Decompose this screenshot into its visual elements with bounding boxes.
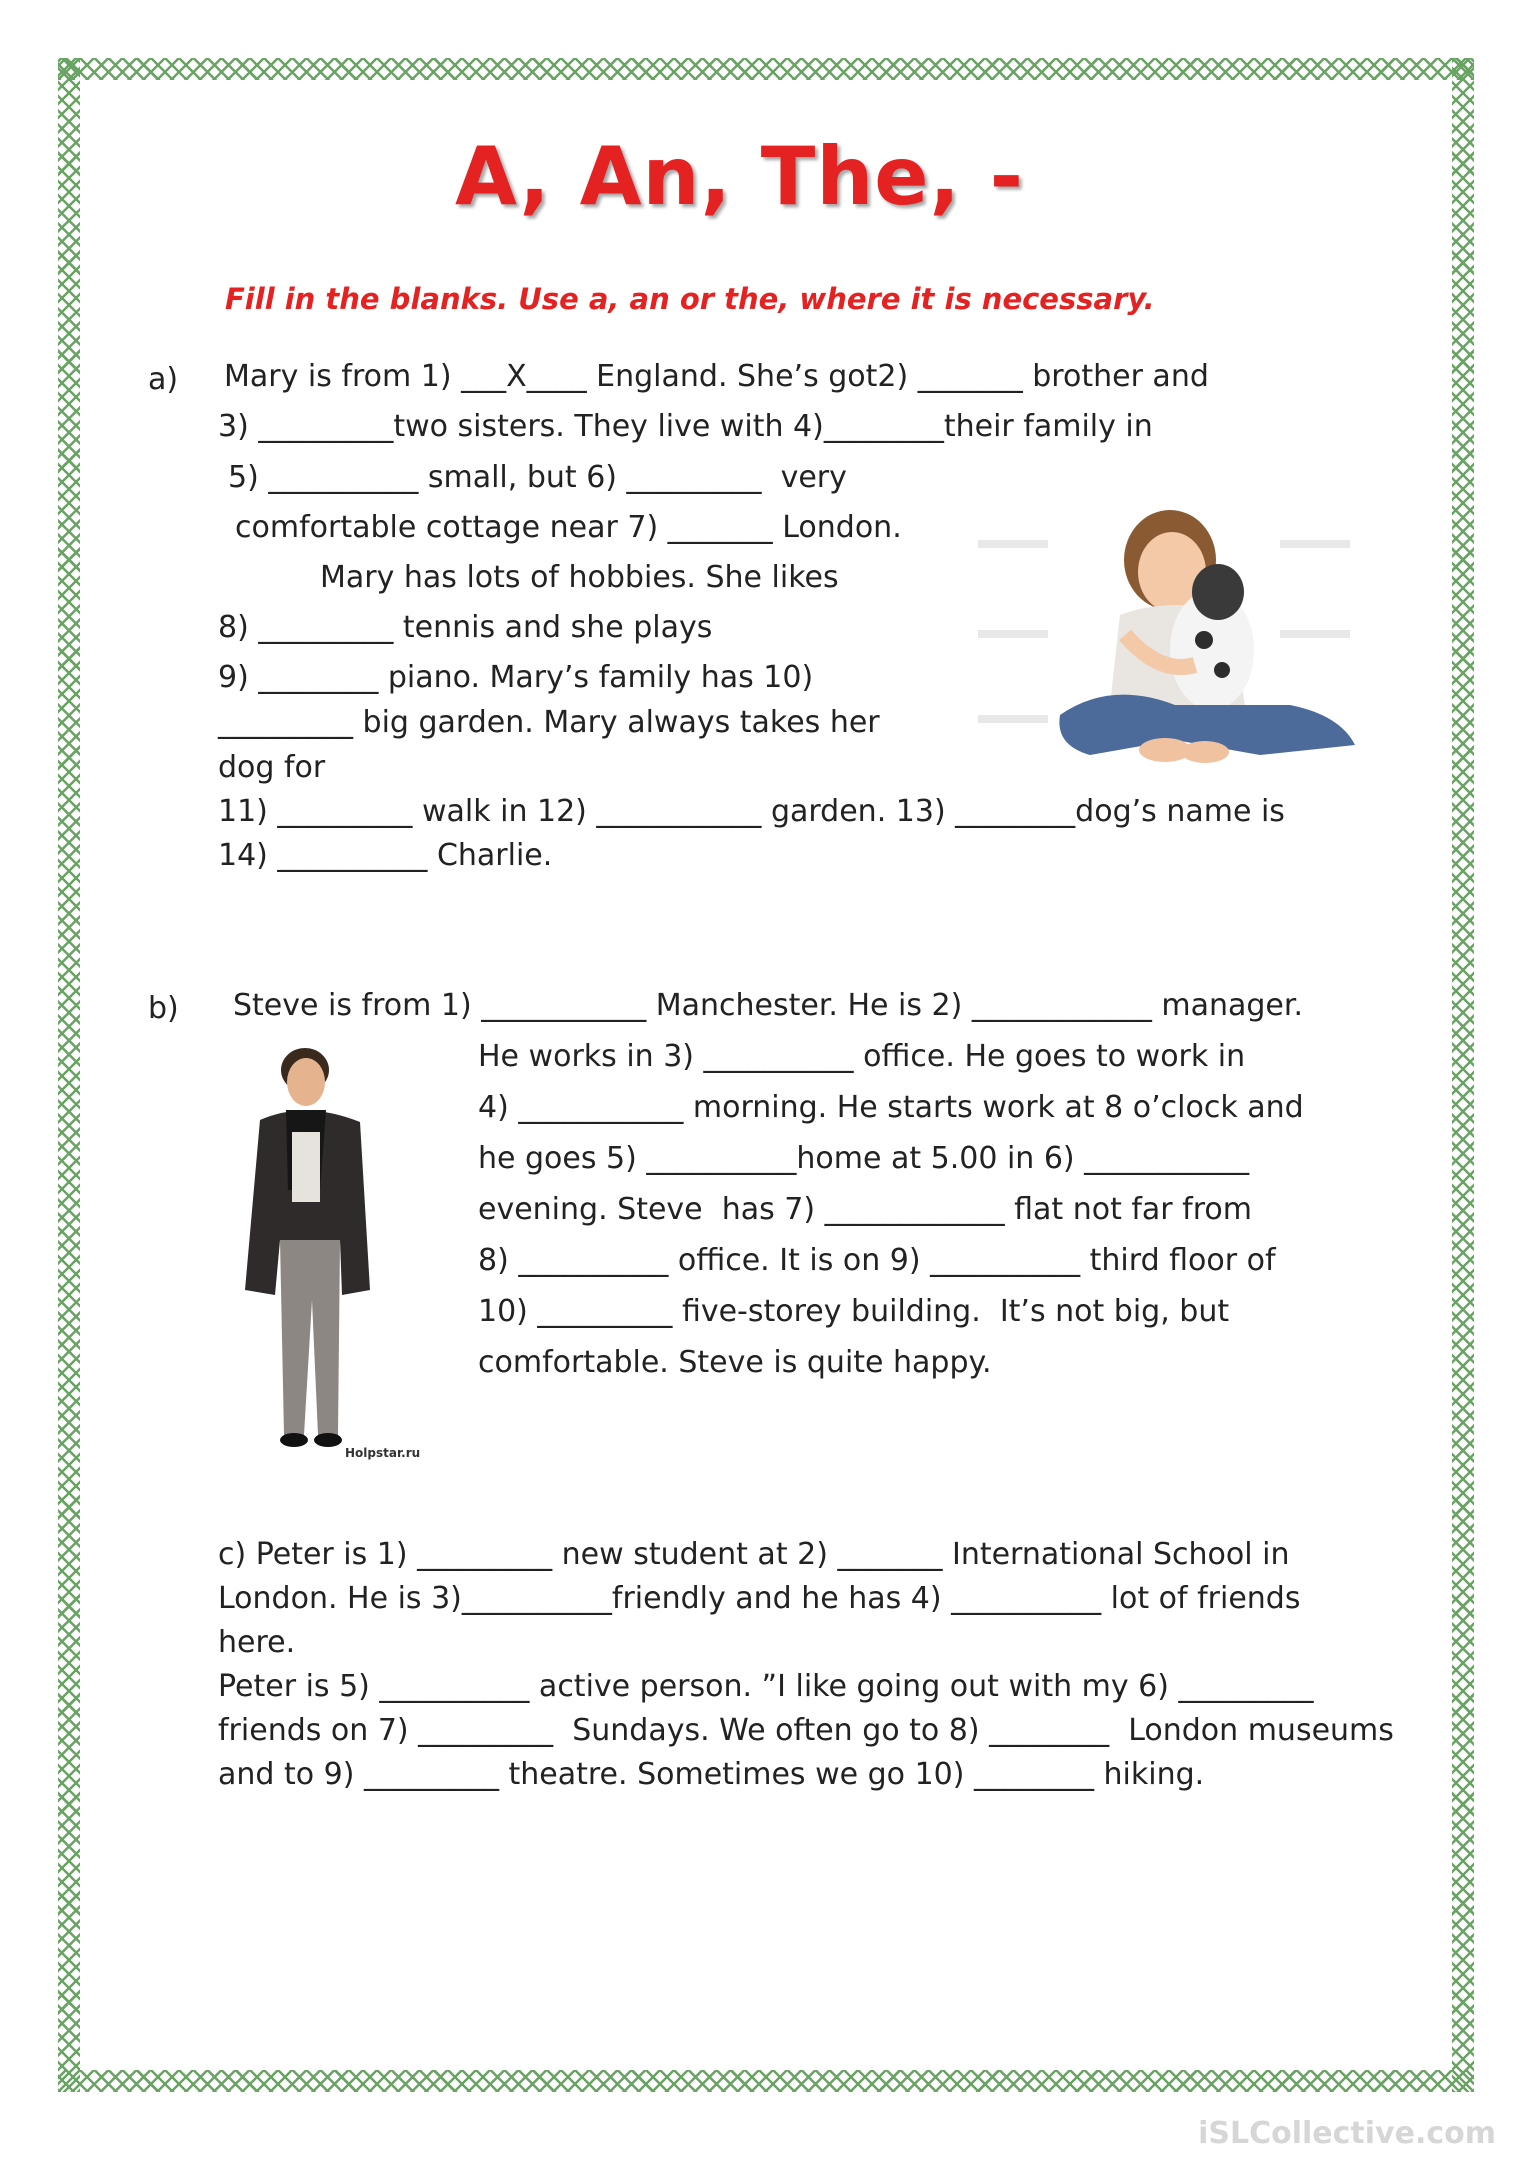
section-c-line: friends on 7) _________ Sundays. We often go to 8) ________ London museums [218, 1713, 1394, 1748]
photo-credit: Holpstar.ru [345, 1446, 421, 1460]
section-b-line: 8) __________ office. It is on 9) __________ third floor of [478, 1243, 1276, 1278]
section-a-line: 14) __________ Charlie. [218, 838, 553, 873]
instruction-text: Fill in the blanks. Use a, an or the, where it is necessary. [225, 282, 1155, 316]
section-b-label: b) [148, 991, 179, 1026]
section-b-line: Steve is from 1) ___________ Manchester. He is 2) ____________ manager. [233, 988, 1304, 1023]
section-a-line: 8) _________ tennis and she plays [218, 610, 713, 645]
section-a-line: 11) _________ walk in 12) ___________ garden. 13) ________dog’s name is [218, 794, 1285, 829]
site-watermark: iSLCollective.com [1198, 2116, 1496, 2151]
section-b-line: 4) ___________ morning. He starts work at 8 o’clock and [478, 1090, 1304, 1125]
section-b-line: 10) _________ five-storey building. It’s not big, but [478, 1294, 1230, 1329]
section-a-label: a) [148, 362, 179, 397]
section-a-line: dog for [218, 750, 326, 785]
section-c-line: and to 9) _________ theatre. Sometimes we go 10) ________ hiking. [218, 1757, 1205, 1792]
section-a-line: 9) ________ piano. Mary’s family has 10) [218, 660, 814, 695]
section-a-line: Mary has lots of hobbies. She likes [320, 560, 839, 595]
border-top [58, 58, 1474, 80]
section-a-line: comfortable cottage near 7) _______ London. [235, 510, 902, 545]
border-bottom [58, 2070, 1474, 2092]
section-a-line: 3) _________two sisters. They live with 4)________their family in [218, 409, 1153, 444]
section-a-line: 5) __________ small, but 6) _________ very [228, 460, 847, 495]
section-a-line: Mary is from 1) ___X____ England. She’s got2) _______ brother and [224, 359, 1209, 394]
section-b-line: comfortable. Steve is quite happy. [478, 1345, 992, 1380]
worksheet-title: A, An, The, - [455, 130, 1024, 223]
section-b-line: evening. Steve has 7) ____________ flat not far from [478, 1192, 1252, 1227]
border-left [58, 58, 80, 2092]
border-right [1452, 58, 1474, 2092]
section-c-line: Peter is 5) __________ active person. ”I like going out with my 6) _________ [218, 1669, 1314, 1704]
girl-with-dog-photo [960, 500, 1400, 780]
section-a-line: _________ big garden. Mary always takes her [218, 705, 880, 740]
section-b-line: he goes 5) __________home at 5.00 in 6) ___________ [478, 1141, 1250, 1176]
section-c-line: c) Peter is 1) _________ new student at 2) _______ International School in [218, 1537, 1290, 1572]
section-b-line: He works in 3) __________ office. He goes to work in [478, 1039, 1246, 1074]
section-c-line: here. [218, 1625, 296, 1660]
section-c-line: London. He is 3)__________friendly and he has 4) __________ lot of friends [218, 1581, 1301, 1616]
man-in-coat-photo [220, 1040, 460, 1460]
